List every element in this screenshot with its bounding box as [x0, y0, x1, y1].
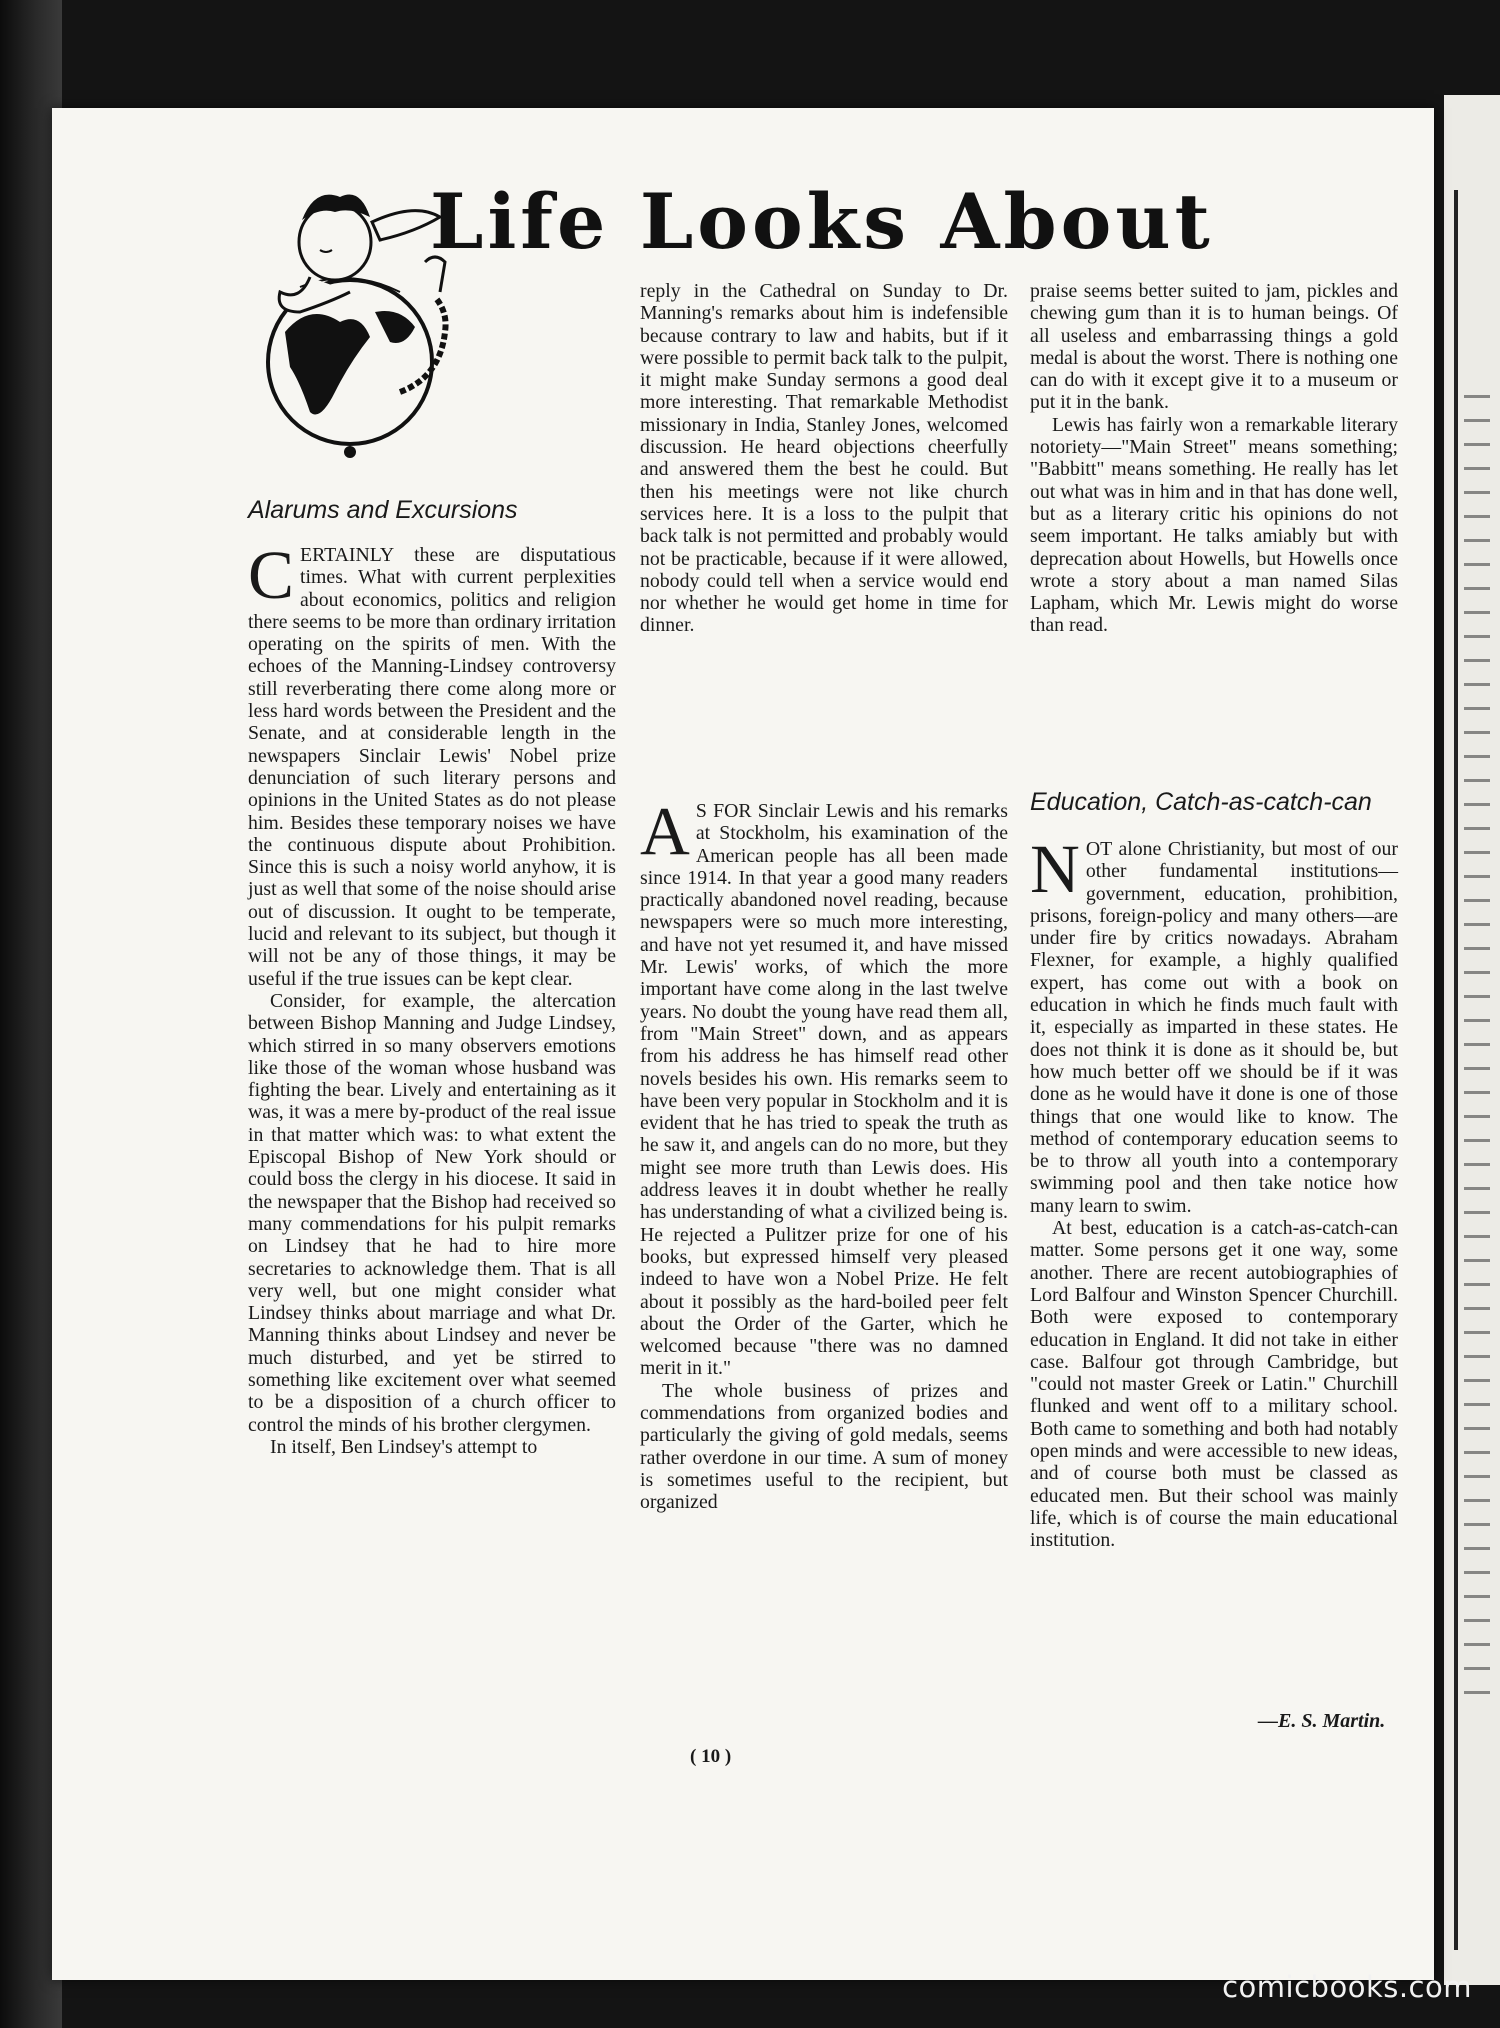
- paragraph: [248, 537, 616, 990]
- paragraph-text: ERTAINLY these are disputatious times. What with current perplexities about economics, politics and religion there seems to be more than ordinary irritation operating on the spirits of men. With the echoes of the Manning-Lindsey controversy still reverberating there come along more or less hard words between the President and the Senate, and at considerable length in the newspapers Sinclair Lewis' Nobel prize denunciation of such literary persons and opinions in the United States as do not please him. Besides these temporary noises we have the continuous dispute about Prohibition. Since this is such a noisy world anyhow, it is just as well that some of the noise should arise out of discussion. It ought to be temperate, lucid and relevant to its subject, but though it will not be any of those things, it may be useful if the true issues can be kept clear.: [248, 544, 616, 990]
- paragraph: praise seems better suited to jam, pickles and chewing gum than it is to human beings. Of all useless and embarrassing things a gold medal is about the worst. There is nothing one can do with it except give it to a museum or put it in the bank.: [1030, 280, 1398, 414]
- column-3-lower: [1030, 831, 1398, 1552]
- drop-cap: A: [640, 793, 690, 869]
- paragraph-text: OT alone Christianity, but most of our other fundamental institutions—government, education, prohibition, prisons, foreign-policy and many others—are under fire by critics nowadays. Abraham Flexner, for example, a highly qualified expert, has come out with a book on education in which he finds much fault with it, especially as imparted in these states. He does not think it is done as it should be, but how much better off we should be if it was done as he would have it done is one of those things that one would like to know. The method of contemporary education seems to be to throw all youth into a contemporary swimming pool and then take notice how many learn to swim.: [1030, 838, 1398, 1217]
- paragraph: In itself, Ben Lindsey's attempt to: [270, 1435, 538, 1458]
- section-title-education: Education, Catch-as-catch-can: [1030, 788, 1372, 816]
- column-1: [248, 537, 616, 1734]
- page-number: ( 10 ): [690, 1746, 732, 1767]
- masthead-title: Life Looks About: [430, 177, 1214, 266]
- column-2: [640, 280, 1008, 637]
- drop-cap: C: [248, 537, 295, 613]
- adjacent-page-edge: [1444, 95, 1500, 1985]
- watermark: comicbooks.com: [1222, 1970, 1472, 2004]
- section-title-alarums: Alarums and Excursions: [248, 496, 518, 524]
- paragraph: At best, education is a catch-as-catch-can matter. Some persons get it one way, some another. There are recent autobiographies of Lord Balfour and Winston Spencer Churchill. Both were exposed to contemporary education in England. It did not take in either case. Balfour got through Cambridge, but "could not master Greek or Latin." Churchill flunked and went off to a military school. Both came to something and both had notably open minds and were accessible to new ideas, and of course both must be classed as educated men. But their school was mainly life, which is of course the main educational institution.: [1030, 1217, 1398, 1552]
- paragraph: reply in the Cathedral on Sunday to Dr. Manning's remarks about him is indefensible because contrary to law and habits, but if it were possible to permit back talk to the pulpit, it might make Sunday sermons a good deal more interesting. That remarkable Methodist missionary in India, Stanley Jones, welcomed discussion. He heard objections cheerfully and answered them the best he could. But then his meetings were not like church services here. It is a loss to the pulpit that back talk is not permitted and probably would not be practicable, because if it were allowed, nobody could tell when a service would end nor whether he would get home in time for dinner.: [640, 280, 1008, 637]
- paragraph: [1030, 831, 1398, 1217]
- adjacent-page-rule: [1454, 190, 1458, 1950]
- cherub-globe-illustration: [240, 162, 460, 462]
- author-signature: —E. S. Martin.: [1258, 1710, 1386, 1732]
- adjacent-page-text-fragments: [1464, 395, 1490, 1695]
- drop-cap: N: [1030, 831, 1080, 907]
- paragraph: The whole business of prizes and commendations from organized bodies and particularly the giving of gold medals, seems rather overdone in our time. A sum of money is sometimes useful to the recipient, but organized: [640, 1379, 1008, 1514]
- paragraph-text: S FOR Sinclair Lewis and his remarks at Stockholm, his examination of the American people has all been made since 1914. In that year a good many readers practically abandoned novel reading, because newspapers were so much more interesting, and have not yet resumed it, and have missed Mr. Lewis' works, of which the more important have come along in the last twelve years. No doubt the young have read them all, from "Main Street" down, and as appears from his address he has himself read other novels besides his own. His remarks seem to have been very popular in Stockholm and it is evident that he has tried to speak the truth as he saw it, and angels can do no more, but they might see more truth than Lewis does. His address leaves it in doubt whether he really has understanding of what a civilized being is. He rejected a Pulitzer prize for one of his books, but expressed himself very pleased indeed to have won a Nobel Prize. He felt about it possibly as the hard-boiled peer felt about the Order of the Garter, which he welcomed because "there was no damned merit in it.": [640, 800, 1008, 1380]
- column-3: [1030, 280, 1398, 637]
- paragraph: [640, 793, 1008, 1380]
- paragraph: Lewis has fairly won a remarkable literary notoriety—"Main Street" means something; "Babbitt" means something. He really has let out what was in him and in that has done well, but as a literary critic his opinions do not seem important. He talks amiably but with deprecation about Howells, but Howells once wrote a story about a man named Silas Lapham, which Mr. Lewis might do worse than read.: [1030, 413, 1398, 637]
- paragraph: Consider, for example, the altercation between Bishop Manning and Judge Lindsey, which stirred in so many observers emotions like those of the woman whose husband was fighting the bear. Lively and entertaining as it was, it was a mere by-product of the real issue in that matter which was: to what extent the Episcopal Bishop of New York should or could boss the clergy in his diocese. It said in the newspaper that the Bishop had received so many commendations for his pulpit remarks on Lindsey that he had to hire more secretaries to acknowledge them. That is all very well, but one might consider what Lindsey thinks about marriage and what Dr. Manning thinks about Lindsey and never be much disturbed, and yet be stirred to something like excitement over what seemed to be a disposition of a church officer to control the minds of his brother clergymen.: [248, 989, 616, 1436]
- column-2-lower: [640, 793, 1008, 1514]
